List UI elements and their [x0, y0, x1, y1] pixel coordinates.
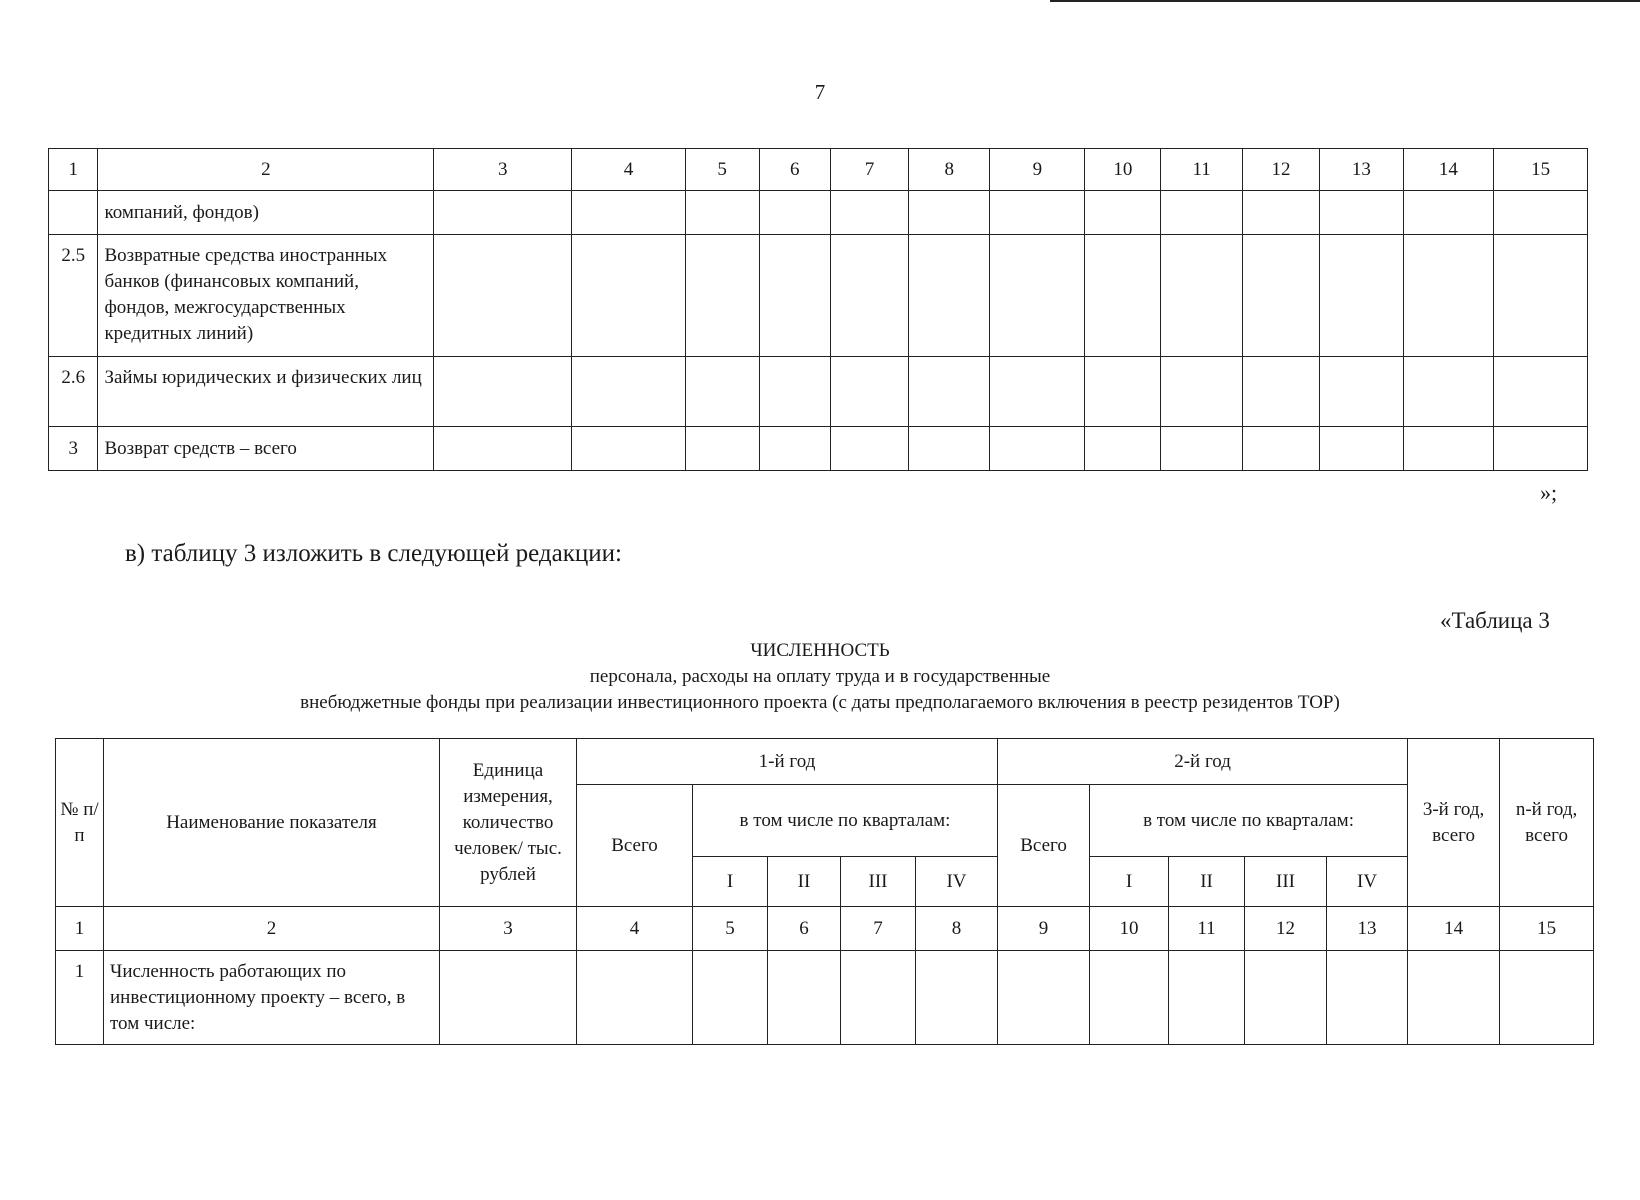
header-indicator-name: Наименование показателя	[104, 739, 440, 907]
header-quarter: IV	[916, 857, 998, 907]
header-year-2-total: Всего	[998, 785, 1090, 907]
row-number: 2.5	[49, 235, 98, 357]
table-caption-title: ЧИСЛЕННОСТЬ	[750, 640, 890, 661]
table-row	[49, 427, 1588, 471]
column-number: 15	[1494, 149, 1588, 191]
row-name: Возвратные средства иностранных банков (финансовых компаний, фондов, межгосударственных кредитных линий)	[98, 235, 434, 357]
header-unit: Единица измерения, количество человек/ тыс. рублей	[440, 739, 577, 907]
column-number: 12	[1245, 907, 1327, 951]
header-quarter: I	[1090, 857, 1169, 907]
column-number: 8	[909, 149, 990, 191]
column-number: 15	[1500, 907, 1594, 951]
header-quarter: I	[693, 857, 768, 907]
header-year-2-quarters: в том числе по кварталам:	[1090, 785, 1408, 857]
table-caption-line: персонала, расходы на оплату труда и в государственные	[589, 666, 1051, 687]
closing-quote: »;	[1540, 480, 1558, 505]
column-number: 9	[998, 907, 1090, 951]
header-year-1-total: Всего	[577, 785, 693, 907]
column-number: 2	[104, 907, 440, 951]
row-number	[49, 191, 98, 235]
header-quarter: III	[841, 857, 916, 907]
row-name: Численность работающих по инвестиционному проекту – всего, в том числе:	[104, 951, 440, 1045]
header-year-1-quarters: в том числе по кварталам:	[693, 785, 998, 857]
row-number: 3	[49, 427, 98, 471]
header-year-3: 3-й год, всего	[1408, 739, 1500, 907]
column-number: 7	[830, 149, 908, 191]
table-row	[49, 235, 1588, 357]
column-number: 13	[1320, 149, 1403, 191]
column-number: 13	[1327, 907, 1408, 951]
column-number-row	[56, 907, 1594, 951]
table-row	[56, 951, 1594, 1045]
column-number: 4	[572, 149, 685, 191]
row-name: Займы юридических и физических лиц	[98, 357, 434, 427]
header-year-1: 1-й год	[577, 739, 998, 785]
column-number: 7	[841, 907, 916, 951]
column-number: 8	[916, 907, 998, 951]
column-number: 10	[1085, 149, 1161, 191]
column-number: 1	[49, 149, 98, 191]
table-row	[49, 357, 1588, 427]
column-number: 5	[685, 149, 759, 191]
page-number: 7	[814, 80, 826, 104]
column-number: 11	[1161, 149, 1242, 191]
row-name: компаний, фондов)	[98, 191, 434, 235]
row-number: 1	[56, 951, 104, 1045]
column-number: 6	[768, 907, 841, 951]
row-number: 2.6	[49, 357, 98, 427]
column-number: 12	[1242, 149, 1319, 191]
column-number: 9	[990, 149, 1085, 191]
column-number: 1	[56, 907, 104, 951]
header-row	[56, 739, 1594, 785]
column-number: 5	[693, 907, 768, 951]
continuation-table	[48, 148, 1588, 471]
column-number: 14	[1408, 907, 1500, 951]
column-number: 10	[1090, 907, 1169, 951]
table-label: «Таблица 3	[1440, 608, 1550, 633]
header-year-n: n-й год, всего	[1500, 739, 1594, 907]
column-number: 3	[440, 907, 577, 951]
top-rule	[1050, 0, 1640, 2]
table-row	[49, 191, 1588, 235]
staffing-table	[55, 738, 1594, 1045]
table-caption-line: внебюджетные фонды при реализации инвестиционного проекта (с даты предполагаемого включения в реестр резидентов ТОР)	[300, 692, 1340, 713]
column-number: 2	[98, 149, 434, 191]
column-number: 14	[1403, 149, 1494, 191]
header-year-2: 2-й год	[998, 739, 1408, 785]
column-number-row	[49, 149, 1588, 191]
column-number: 4	[577, 907, 693, 951]
header-quarter: III	[1245, 857, 1327, 907]
header-quarter: IV	[1327, 857, 1408, 907]
header-number: № п/п	[56, 739, 104, 907]
column-number: 3	[434, 149, 572, 191]
column-number: 6	[759, 149, 830, 191]
column-number: 11	[1169, 907, 1245, 951]
row-name: Возврат средств – всего	[98, 427, 434, 471]
header-quarter: II	[1169, 857, 1245, 907]
header-quarter: II	[768, 857, 841, 907]
instruction-text: в) таблицу 3 изложить в следующей редакции:	[125, 540, 622, 567]
